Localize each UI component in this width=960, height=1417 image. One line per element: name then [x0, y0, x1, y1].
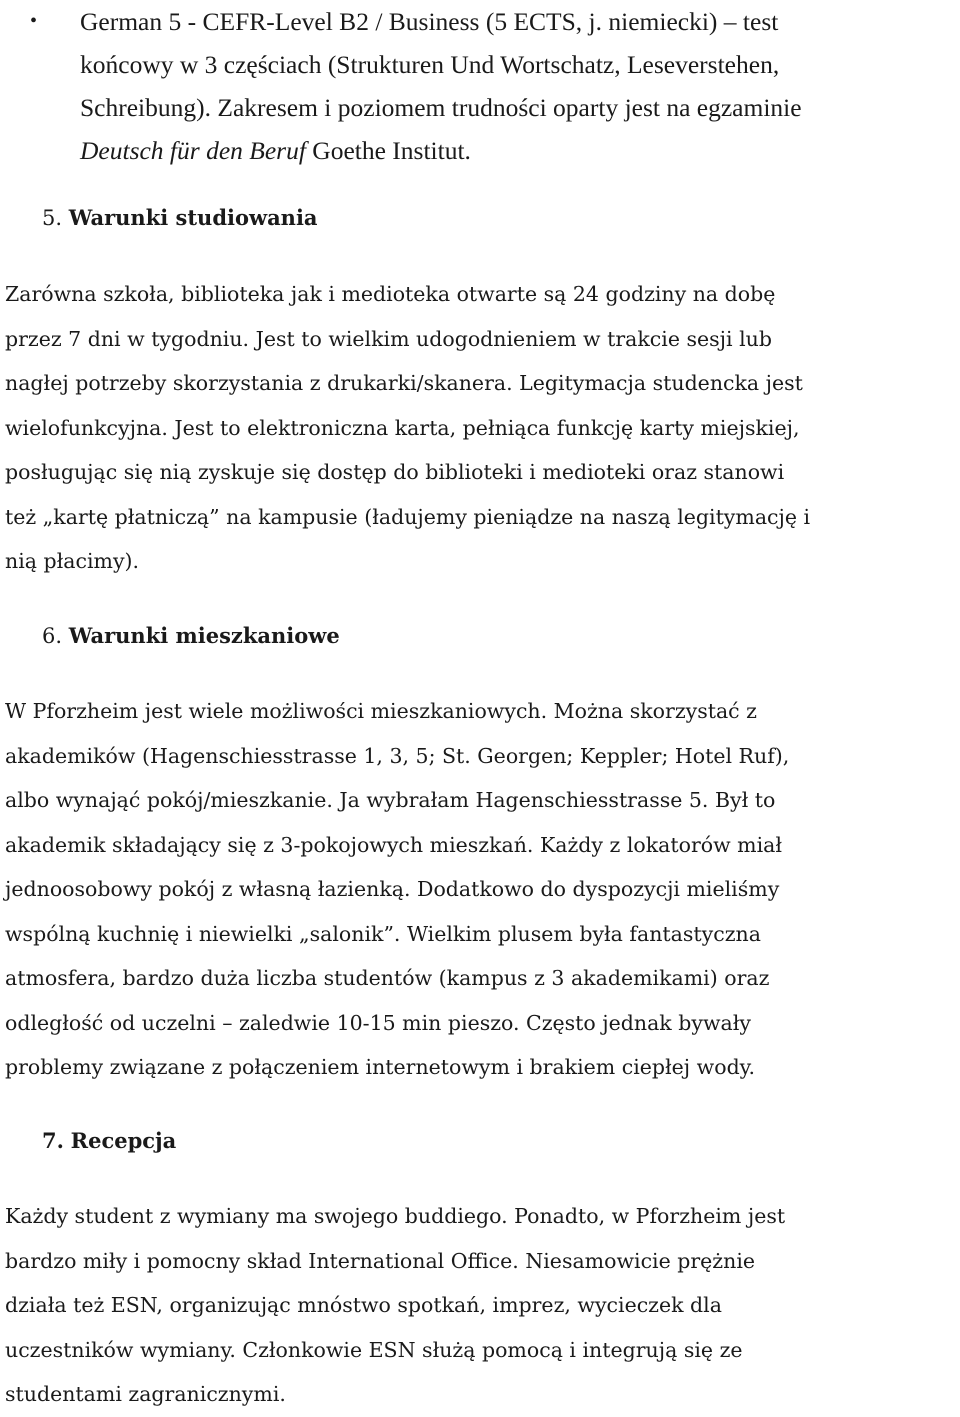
exam-name: Deutsch für den Beruf: [80, 136, 306, 165]
section-number: 7.: [42, 1128, 64, 1153]
section-number: 5.: [42, 206, 63, 230]
section-title: Warunki studiowania: [68, 205, 318, 230]
paragraph-line: też „kartę płatniczą” na kampusie (ładujemy pieniądze na naszą legitymację i: [5, 504, 811, 529]
bullet-item-german5: [30, 0, 950, 172]
paragraph-line: wspólną kuchnię i niewielki „salonik”. Wielkim plusem była fantastyczna: [5, 921, 761, 946]
paragraph-line: Zarówna szkoła, biblioteka jak i medioteka otwarte są 24 godziny na dobę: [5, 282, 776, 306]
paragraph-line: albo wynająć pokój/mieszkanie. Ja wybrałam Hagenschiesstrasse 5. Był to: [5, 788, 776, 812]
paragraph-line: W Pforzheim jest wiele możliwości mieszkaniowych. Można skorzystać z: [5, 699, 757, 723]
paragraph-line: akademików (Hagenschiesstrasse 1, 3, 5; St. Georgen; Keppler; Hotel Ruf),: [5, 743, 790, 768]
section-number: 6.: [42, 624, 63, 648]
section-title: Recepcja: [70, 1128, 177, 1153]
paragraph-line: Każdy student z wymiany ma swojego buddiego. Ponadto, w Pforzheim jest: [5, 1204, 786, 1228]
paragraph-line: wielofunkcyjna. Jest to elektroniczna karta, pełniąca funkcję karty miejskiej,: [5, 415, 800, 440]
paragraph-line: przez 7 dni w tygodniu. Jest to wielkim udogodnieniem w trakcie sesji lub: [5, 326, 772, 351]
section-title: Warunki mieszkaniowe: [68, 623, 340, 648]
section-6-paragraph: [5, 689, 955, 1090]
paragraph-line: działa też ESN, organizując mnóstwo spotkań, imprez, wycieczek dla: [5, 1293, 722, 1317]
paragraph-line: atmosfera, bardzo duża liczba studentów (kampus z 3 akademikami) oraz: [5, 966, 770, 990]
section-6-heading: [42, 623, 340, 648]
bullet-icon: •: [30, 10, 38, 32]
bullet-line-last: [80, 129, 950, 172]
paragraph-line: akademik składający się z 3-pokojowych mieszkań. Każdy z lokatorów miał: [5, 832, 783, 857]
bullet-line: końcowy w 3 częściach (Strukturen Und Wortschatz, Leseverstehen,: [80, 50, 780, 79]
paragraph-line: nagłej potrzeby skorzystania z drukarki/skanera. Legitymacja studencka jest: [5, 371, 803, 395]
paragraph-line: odległość od uczelni – zaledwie 10-15 min pieszo. Często jednak bywały: [5, 1010, 751, 1035]
exam-institute: Goethe Institut.: [305, 136, 471, 165]
section-7-paragraph: [5, 1194, 955, 1417]
section-5-paragraph: [5, 272, 955, 584]
bullet-text: [80, 0, 950, 172]
section-5-heading: [42, 205, 318, 230]
paragraph-line: problemy związane z połączeniem internetowym i brakiem ciepłej wody.: [5, 1055, 756, 1079]
bullet-line: Schreibung). Zakresem i poziomem trudności oparty jest na egzaminie: [80, 93, 802, 122]
paragraph-line: bardzo miły i pomocny skład International Office. Niesamowicie prężnie: [5, 1248, 756, 1273]
paragraph-line: studentami zagranicznymi.: [5, 1382, 286, 1406]
paragraph-line: uczestników wymiany. Członkowie ESN służą pomocą i integrują się ze: [5, 1337, 743, 1362]
paragraph-line: jednoosobowy pokój z własną łazienką. Dodatkowo do dyspozycji mieliśmy: [5, 877, 780, 901]
paragraph-line: nią płacimy).: [5, 549, 140, 573]
bullet-line: German 5 - CEFR-Level B2 / Business (5 ECTS, j. niemiecki) – test: [80, 7, 779, 36]
paragraph-line: posługując się nią zyskuje się dostęp do biblioteki i medioteki oraz stanowi: [5, 460, 785, 484]
section-7-heading: [42, 1128, 176, 1153]
